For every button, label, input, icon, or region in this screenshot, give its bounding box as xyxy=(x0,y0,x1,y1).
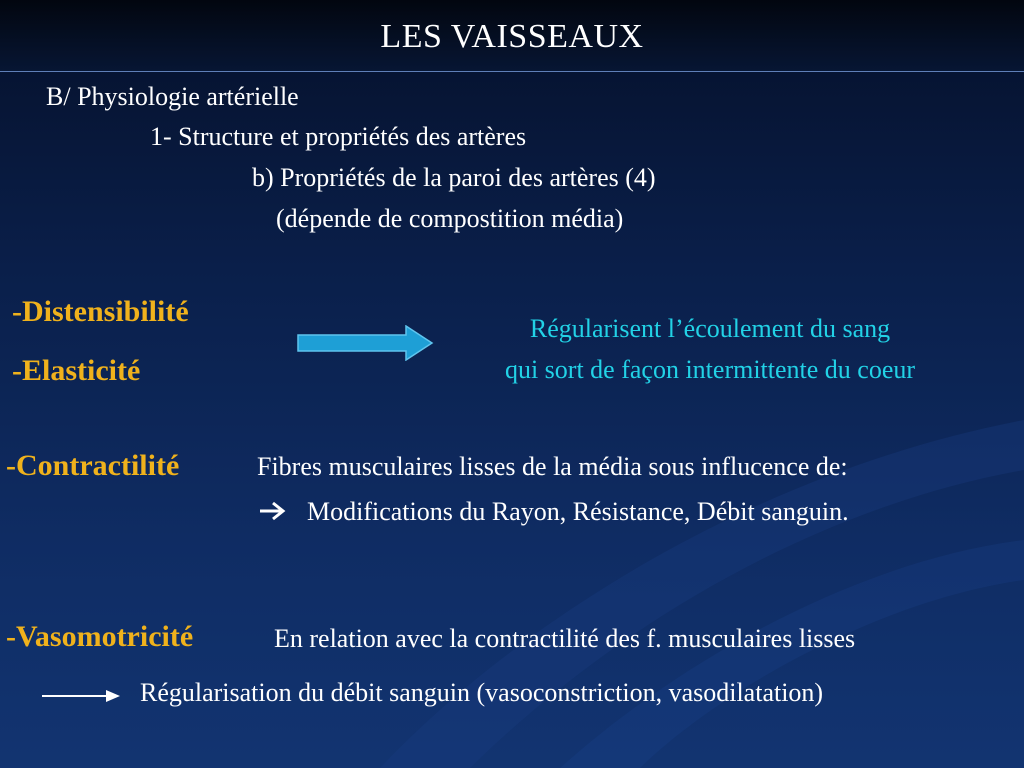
vasomotricity-description: En relation avec la contractilité des f. musculaires lisses xyxy=(274,624,856,653)
block-arrow-right-icon xyxy=(296,325,434,361)
point-note: (dépende de compostition média) xyxy=(276,204,624,233)
effect-line-1: Régularisent l’écoulement du sang xyxy=(529,314,891,343)
term-elasticity: -Elasticité xyxy=(12,354,141,387)
term-vasomotricity: -Vasomotricité xyxy=(6,620,194,653)
effect-line-2: qui sort de façon intermittente du coeur xyxy=(504,355,916,384)
subsection-heading: 1- Structure et propriétés des artères xyxy=(150,122,527,151)
long-arrow-right-icon xyxy=(40,686,122,706)
slide-title: LES VAISSEAUX xyxy=(380,18,644,55)
term-contractility: -Contractilité xyxy=(6,449,180,482)
arrow-right-icon xyxy=(258,500,288,522)
contractility-description: Fibres musculaires lisses de la média sous influcence de: xyxy=(257,452,848,481)
title-divider xyxy=(0,71,1024,72)
section-heading: B/ Physiologie artérielle xyxy=(46,82,299,111)
contractility-result: Modifications du Rayon, Résistance, Débit sanguin. xyxy=(307,497,849,526)
vasomotricity-result: Régularisation du débit sanguin (vasoconstriction, vasodilatation) xyxy=(140,678,824,707)
term-distensibility: -Distensibilité xyxy=(12,295,189,328)
point-heading: b) Propriétés de la paroi des artères (4) xyxy=(252,163,656,192)
